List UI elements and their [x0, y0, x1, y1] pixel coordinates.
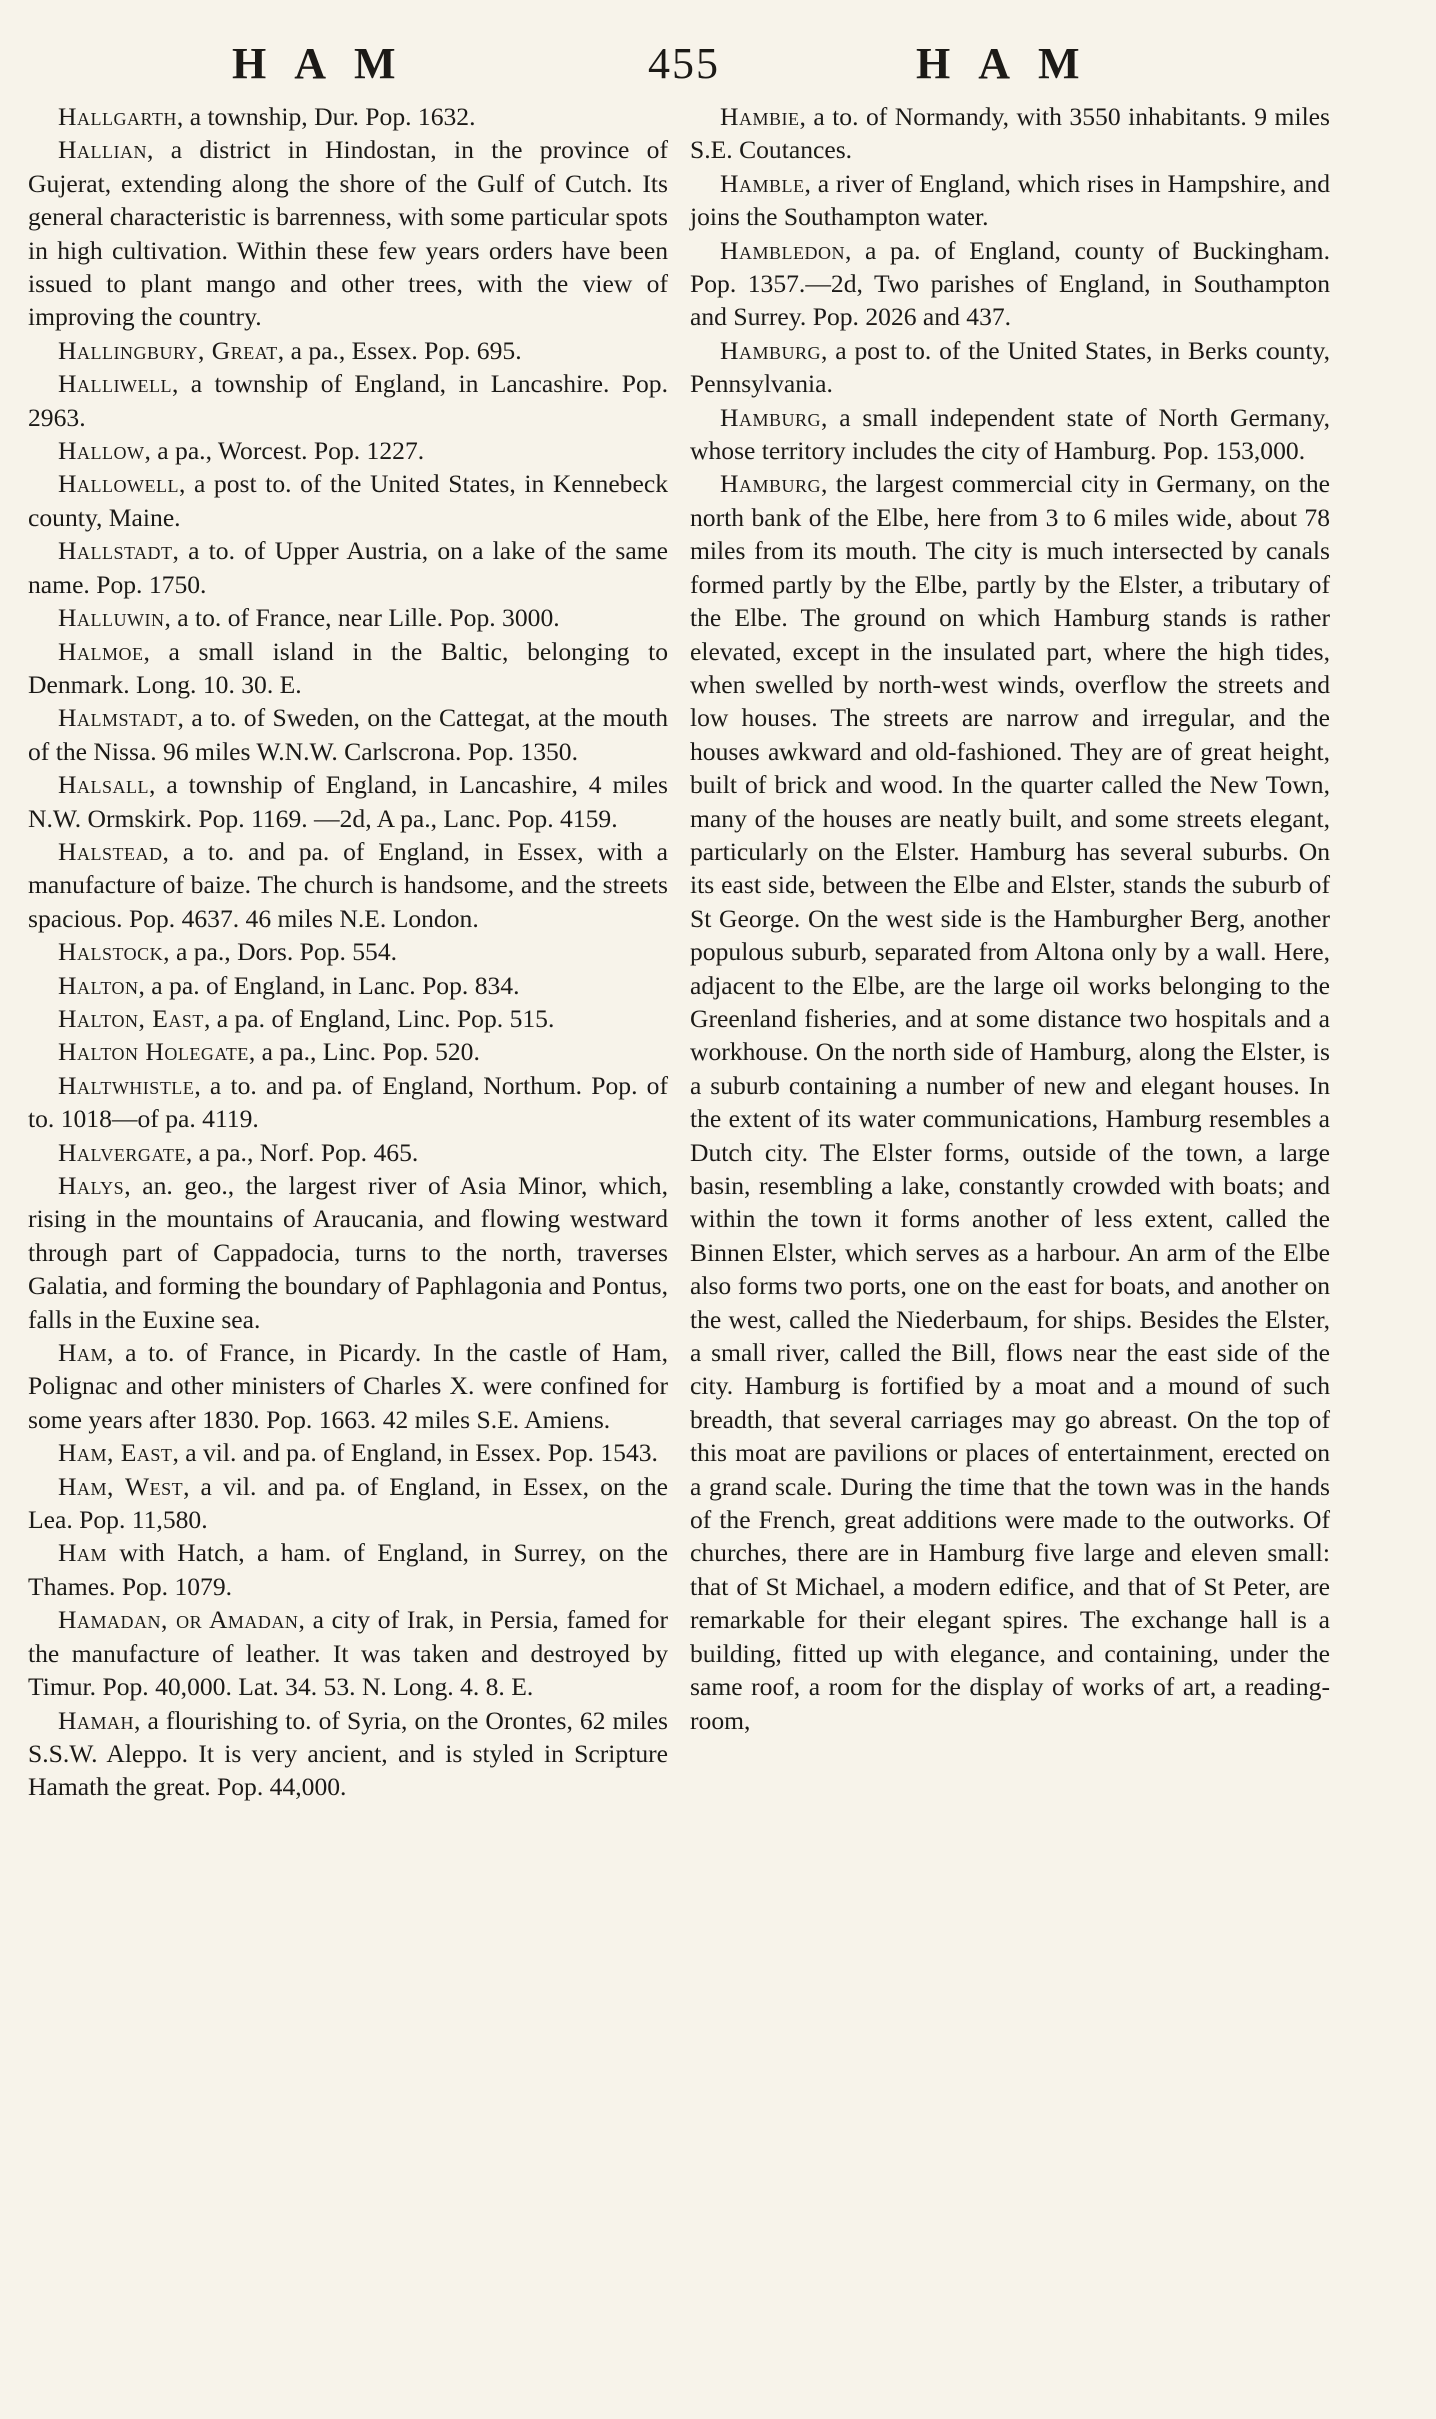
dictionary-entry [28, 1470, 668, 1537]
entry-headword: Hamah [58, 1705, 134, 1735]
entry-headword: Ham [58, 1538, 107, 1568]
entry-headword: Halvergate [58, 1137, 186, 1167]
dictionary-entry [28, 701, 668, 768]
right-column [690, 100, 1330, 1737]
entry-text: , a pa. of England, in Lanc. Pop. 834. [138, 970, 520, 1000]
dictionary-entry [28, 1069, 668, 1136]
entry-headword: Halton Holegate [58, 1037, 249, 1067]
entry-headword: Hallian [58, 135, 147, 165]
entry-text: , a pa., Norf. Pop. 465. [185, 1137, 419, 1167]
dictionary-entry [28, 1603, 668, 1703]
entry-text: , a pa., Linc. Pop. 520. [248, 1037, 480, 1067]
entry-headword: Halliwell [58, 369, 172, 399]
dictionary-entry [28, 835, 668, 935]
dictionary-entry [28, 467, 668, 534]
dictionary-entry [28, 1336, 668, 1436]
page-header [0, 38, 1436, 88]
dictionary-entry [28, 1436, 668, 1469]
dictionary-entry [690, 334, 1330, 401]
dictionary-entry [690, 234, 1330, 334]
entry-headword: Haltwhistle [58, 1070, 195, 1100]
entry-text: , the largest commercial city in Germany, on the north bank of the Elbe, here from 3 to 6 miles wide, about 78 miles from its mouth. The city is much intersected by canals formed partly by the Elbe, partly by the Elster, a tributary of the Elbe. The ground on which Hamburg stands is rather elevated, except in the insulated part, where the high tides, when swelled by north-west winds, overflow the streets and low houses. The streets are narrow and irregular, and the houses awkward and old-fashioned. They are of great height, built of brick and wood. In the quarter called the New Town, many of the houses are neatly built, and some streets elegant, particularly on the Elster. Hamburg has several suburbs. On its east side, between the Elbe and Elster, stands the suburb of St George. On the west side is the Hamburgher Berg, another populous suburb, separated from Altona only by a wall. Here, adjacent to the Elbe, are the large oil works belonging to the Greenland fisheries, and at some distance two hospitals and a workhouse. On the north side of Hamburg, along the Elster, is a suburb containing a number of new and elegant houses. In the extent of its water communications, Hamburg resembles a Dutch city. The Elster forms, outside of the town, a large basin, resembling a lake, constantly crowded with boats; and within the town it forms another of less extent, called the Binnen Elster, which serves as a harbour. An arm of the Elbe also forms two ports, one on the east for boats, and another on the west, called the Niederbaum, for ships. Besides the Elster, a small river, called the Bill, flows near the east side of the city. Hamburg is fortified by a moat and a mound of such breadth, that several carriages may go abreast. On the top of this moat are pavilions or places of entertainment, erected on a grand scale. During the time that the town was in the hands of the French, great additions were made to the outworks. Of churches, there are in Hamburg five large and eleven small: that of St Michael, a modern edifice, and that of St Peter, are remarkable for their elegant spires. The exchange hall is a building, fitted up with elegance, and containing, under the same roof, a room for the display of works of art, a reading-room, [690, 469, 1330, 1735]
entry-text: , a river of England, which rises in Hampshire, and joins the Southampton water. [690, 168, 1330, 232]
entry-text: , a vil. and pa. of England, in Essex. Pop. 1543. [172, 1438, 658, 1468]
running-head-right: HAM [916, 39, 1108, 88]
dictionary-entry [690, 100, 1330, 167]
entry-headword: Ham, East [58, 1438, 173, 1468]
entry-text: , a pa., Dors. Pop. 554. [163, 937, 398, 967]
entry-headword: Ham [58, 1338, 107, 1368]
entry-text: , an. geo., the largest river of Asia Minor, which, rising in the mountains of Araucania, and flowing westward through part of Cappadocia, turns to the north, traverses Galatia, and forming the boundary of Paphlagonia and Pontus, falls in the Euxine sea. [28, 1171, 668, 1334]
running-head-left: HAM [232, 39, 424, 88]
entry-headword: Ham, West [58, 1471, 184, 1501]
entry-text: , a to. and pa. of England, Northum. Pop. of to. 1018—of pa. 4119. [28, 1070, 668, 1134]
dictionary-entry [28, 1536, 668, 1603]
entry-headword: Halys [58, 1171, 125, 1200]
entry-text: , a township of England, in Lancashire. Pop. 2963. [28, 369, 668, 432]
entry-headword: Hallowell [58, 469, 179, 499]
dictionary-entry [28, 1136, 668, 1169]
entry-text: , a to. and pa. of England, in Essex, with a manufacture of baize. The church is handsome, and the streets spacious. Pop. 4637. 46 miles N.E. London. [28, 836, 668, 933]
dictionary-entry [28, 100, 668, 133]
entry-headword: Hallstadt [58, 536, 173, 566]
entry-text: , a township, Dur. Pop. 1632. [176, 102, 476, 131]
entry-text: , a post to. of the United States, in Kennebeck county, Maine. [28, 469, 668, 532]
entry-text: , a pa., Worcest. Pop. 1227. [144, 436, 425, 466]
entry-text: , a district in Hindostan, in the province of Gujerat, extending along the shore of the Gulf of Cutch. Its general characteristic is barrenness, with some particular spots in high cultivation. Within these few years orders have been issued to plant mango and other trees, with the view of improving the country. [28, 135, 668, 332]
entry-headword: Hallingbury, Great [58, 335, 278, 365]
entry-text: , a post to. of the United States, in Berks county, Pennsylvania. [690, 335, 1330, 399]
entry-text: , a to. of France, near Lille. Pop. 3000. [164, 603, 560, 633]
entry-headword: Hambie [720, 102, 800, 131]
dictionary-entry [690, 401, 1330, 468]
dictionary-entry [28, 935, 668, 968]
dictionary-entry [28, 969, 668, 1002]
dictionary-entry [28, 1035, 668, 1068]
entry-text: , a to. of Upper Austria, on a lake of the same name. Pop. 1750. [28, 536, 668, 599]
dictionary-entry [28, 1169, 668, 1336]
entry-headword: Hamble [720, 168, 805, 198]
dictionary-entry [28, 367, 668, 434]
entry-text: , a township of England, in Lancashire, 4 miles N.W. Ormskirk. Pop. 1169. —2d, A pa., Lanc. Pop. 4159. [28, 770, 668, 833]
entry-headword: Hallgarth [58, 102, 177, 131]
dictionary-entry [28, 1704, 668, 1804]
entry-headword: Hallow [58, 436, 145, 466]
entry-text: , a city of Irak, in Persia, famed for the manufacture of leather. It was taken and destroyed by Timur. Pop. 40,000. Lat. 34. 53. N. Long. 4. 8. E. [28, 1605, 668, 1702]
entry-text: , a flourishing to. of Syria, on the Orontes, 62 miles S.S.W. Aleppo. It is very ancient, and is styled in Scripture Hamath the great. Pop. 44,000. [28, 1705, 668, 1802]
entry-text: , a to. of Sweden, on the Cattegat, at the mouth of the Nissa. 96 miles W.N.W. Carlscrona. Pop. 1350. [28, 703, 668, 766]
left-column [28, 100, 668, 1804]
entry-text: , a to. of Normandy, with 3550 inhabitants. 9 miles S.E. Coutances. [690, 102, 1330, 165]
entry-text: with Hatch, a ham. of England, in Surrey, on the Thames. Pop. 1079. [28, 1538, 668, 1601]
entry-headword: Halton [58, 970, 139, 1000]
entry-headword: Halmoe [58, 636, 144, 666]
dictionary-entry [28, 601, 668, 634]
entry-headword: Halsall [58, 770, 149, 800]
entry-text: , a vil. and pa. of England, in Essex, on the Lea. Pop. 11,580. [28, 1471, 669, 1535]
entry-text: , a small island in the Baltic, belonging to Denmark. Long. 10. 30. E. [28, 636, 668, 699]
entry-text: , a pa. of England, Linc. Pop. 515. [203, 1003, 555, 1033]
dictionary-entry [28, 768, 668, 835]
dictionary-entry [28, 534, 668, 601]
dictionary-entry [28, 133, 668, 333]
dictionary-entry [28, 434, 668, 467]
dictionary-entry [28, 334, 668, 367]
entry-headword: Halmstadt [58, 703, 178, 733]
entry-headword: Halstock [58, 937, 164, 967]
entry-headword: Hamadan, or Amadan [58, 1605, 299, 1635]
dictionary-entry [28, 635, 668, 702]
dictionary-entry [28, 1002, 668, 1035]
entry-headword: Hamburg [720, 469, 821, 499]
entry-headword: Halluwin [58, 603, 165, 633]
entry-headword: Hamburg [720, 402, 821, 432]
entry-text: , a pa. of England, county of Buckingham. Pop. 1357.—2d, Two parishes of England, in Southampton and Surrey. Pop. 2026 and 437. [690, 235, 1330, 332]
entry-headword: Hambledon [720, 235, 845, 265]
entry-text: , a pa., Essex. Pop. 695. [277, 335, 522, 365]
entry-headword: Hamburg [720, 335, 821, 365]
entry-headword: Halton, East [58, 1003, 204, 1033]
entry-text: , a small independent state of North Germany, whose territory includes the city of Hamburg. Pop. 153,000. [690, 402, 1330, 466]
entry-headword: Halstead [58, 836, 163, 866]
dictionary-entry [690, 167, 1330, 234]
entry-text: , a to. of France, in Picardy. In the castle of Ham, Polignac and other ministers of Charles X. were confined for some years after 1830. Pop. 1663. 42 miles S.E. Amiens. [28, 1338, 668, 1434]
dictionary-entry [690, 467, 1330, 1736]
page-number: 455 [648, 39, 720, 88]
